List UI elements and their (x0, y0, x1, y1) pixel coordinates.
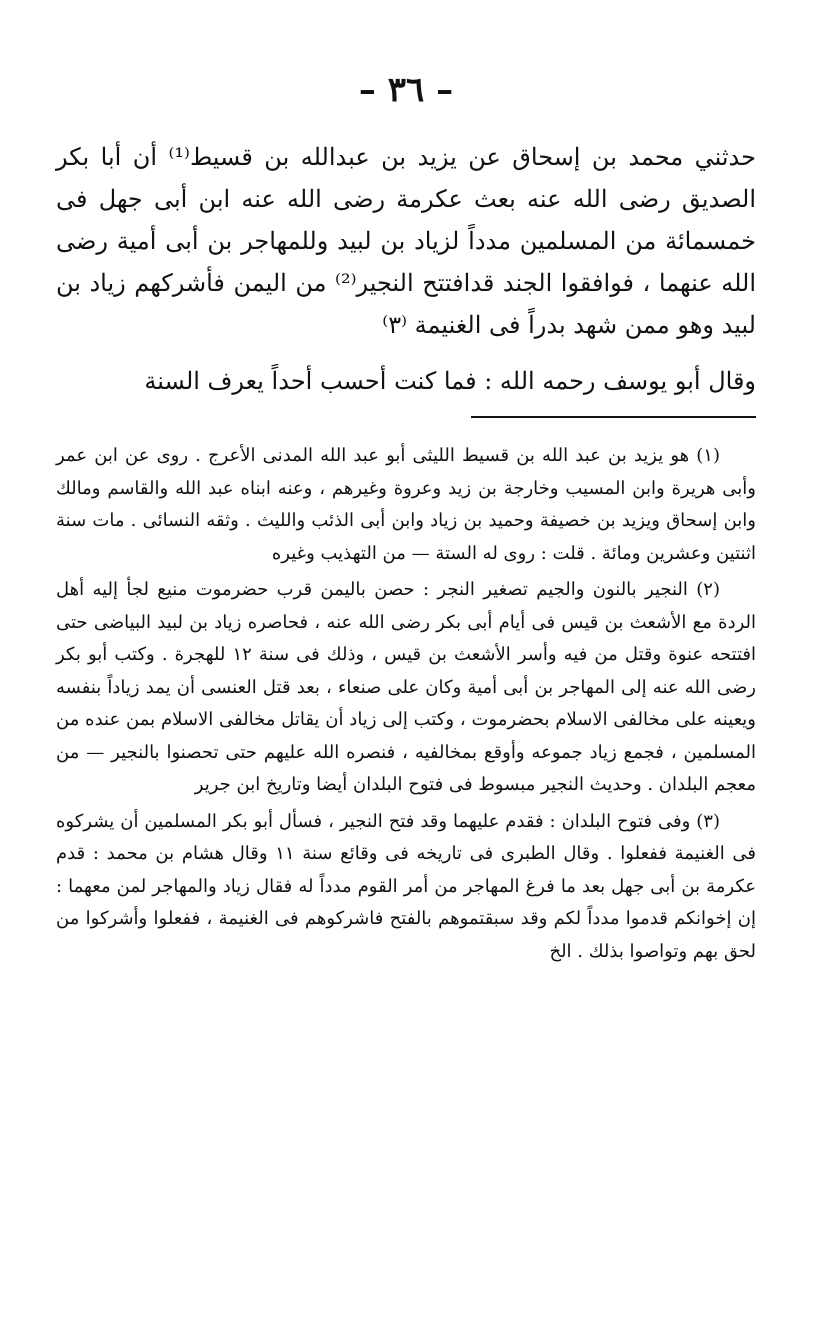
main-paragraph-1: حدثني محمد بن إسحاق عن يزيد بن عبدالله بن قسيط⁽¹⁾ أن أبا بكر الصديق رضى الله عنه بعث عكرمة رضى الله عنه ابن أبى جهل فى خمسمائة من المسلمين مدداً لزياد بن لبيد وللمهاجر بن أبى أمية رضى الله عنهما ، فوافقوا الجند قدافتتح النجير⁽²⁾ من اليمن فأشركهم زياد بن لبيد وهو ممن شهد بدراً فى الغنيمة ⁽٣⁾ (56, 143, 756, 339)
footnotes (56, 440, 756, 968)
footnote-number: (٣) (696, 810, 720, 832)
footnote-text: النجير بالنون والجيم تصغير النجر : حصن باليمن قرب حضرموت منيع لجأ إليه أهل الردة مع الأشعث بن قيس فى أيام أبى بكر رضى الله عنه ، فحاصره زياد بن لبيد البياضى حتى افتتحه عنوة وقتل من فيه وأسر الأشعث بن قيس ، وذلك فى سنة ١٢ للهجرة . وكتب أبو بكر رضى الله عنه إلى المهاجر بن أبى أمية وكان على صنعاء ، بعد قتل العنسى أن يمد زياداً بنفسه ويعينه على مخالفى الاسلام بحضرموت ، وكتب إلى زياد أن يقاتل مخالفى الاسلام بمن عنده من المسلمين ، فجمع زياد جموعه وأوقع بمخالفيه ، فنصره الله عليهم حتى تحصنوا بالنجير — من معجم البلدان . وحديث النجير مبسوط فى فتوح البلدان أيضا وتاريخ ابن جرير (56, 579, 756, 795)
footnote-1 (56, 440, 756, 570)
main-text (56, 136, 756, 402)
footnote-divider (471, 416, 756, 418)
footnote-text: وفى فتوح البلدان : فقدم عليهما وقد فتح النجير ، فسأل أبو بكر المسلمين أن يشركوه فى الغنيمة ففعلوا . وقال الطبرى فى تاريخه فى وقائع سنة ١١ وقال هشام بن محمد : قدم عكرمة بن أبى جهل بعد ما فرغ المهاجر من أمر القوم مدداً له فقال زياد والمهاجر لمن معهما : إن إخوانكم قدموا مدداً لكم وقد سبقتموهم بالفتح فاشركوهم فى الغنيمة ، ففعلوا وأشركوا من لحق بهم وتواصوا بذلك . الخ (56, 810, 756, 962)
footnote-number: (٢) (696, 579, 720, 600)
footnote-2 (56, 574, 756, 802)
main-paragraph-2: وقال أبو يوسف رحمه الله : فما كنت أحسب أحداً يعرف السنة (144, 367, 756, 395)
footnote-text: هو يزيد بن عبد الله بن قسيط الليثى أبو عبد الله المدنى الأعرج . روى عن ابن عمر وأبى هريرة وابن المسيب وخارجة بن زيد وعروة وغيرهم ، وعنه ابناه عبد الله والقاسم ومالك وابن إسحاق ويزيد بن خصيفة وحميد بن زياد وابن أبى الذئب والليث . وثقه النسائى . مات سنة اثنتين وعشرين ومائة . قلت : روى له الستة — من التهذيب وغيره (56, 445, 756, 564)
page-number: – ٣٦ – (358, 70, 454, 110)
footnote-number: (١) (696, 445, 720, 466)
footnote-3 (56, 806, 756, 969)
book-page (56, 60, 756, 1300)
